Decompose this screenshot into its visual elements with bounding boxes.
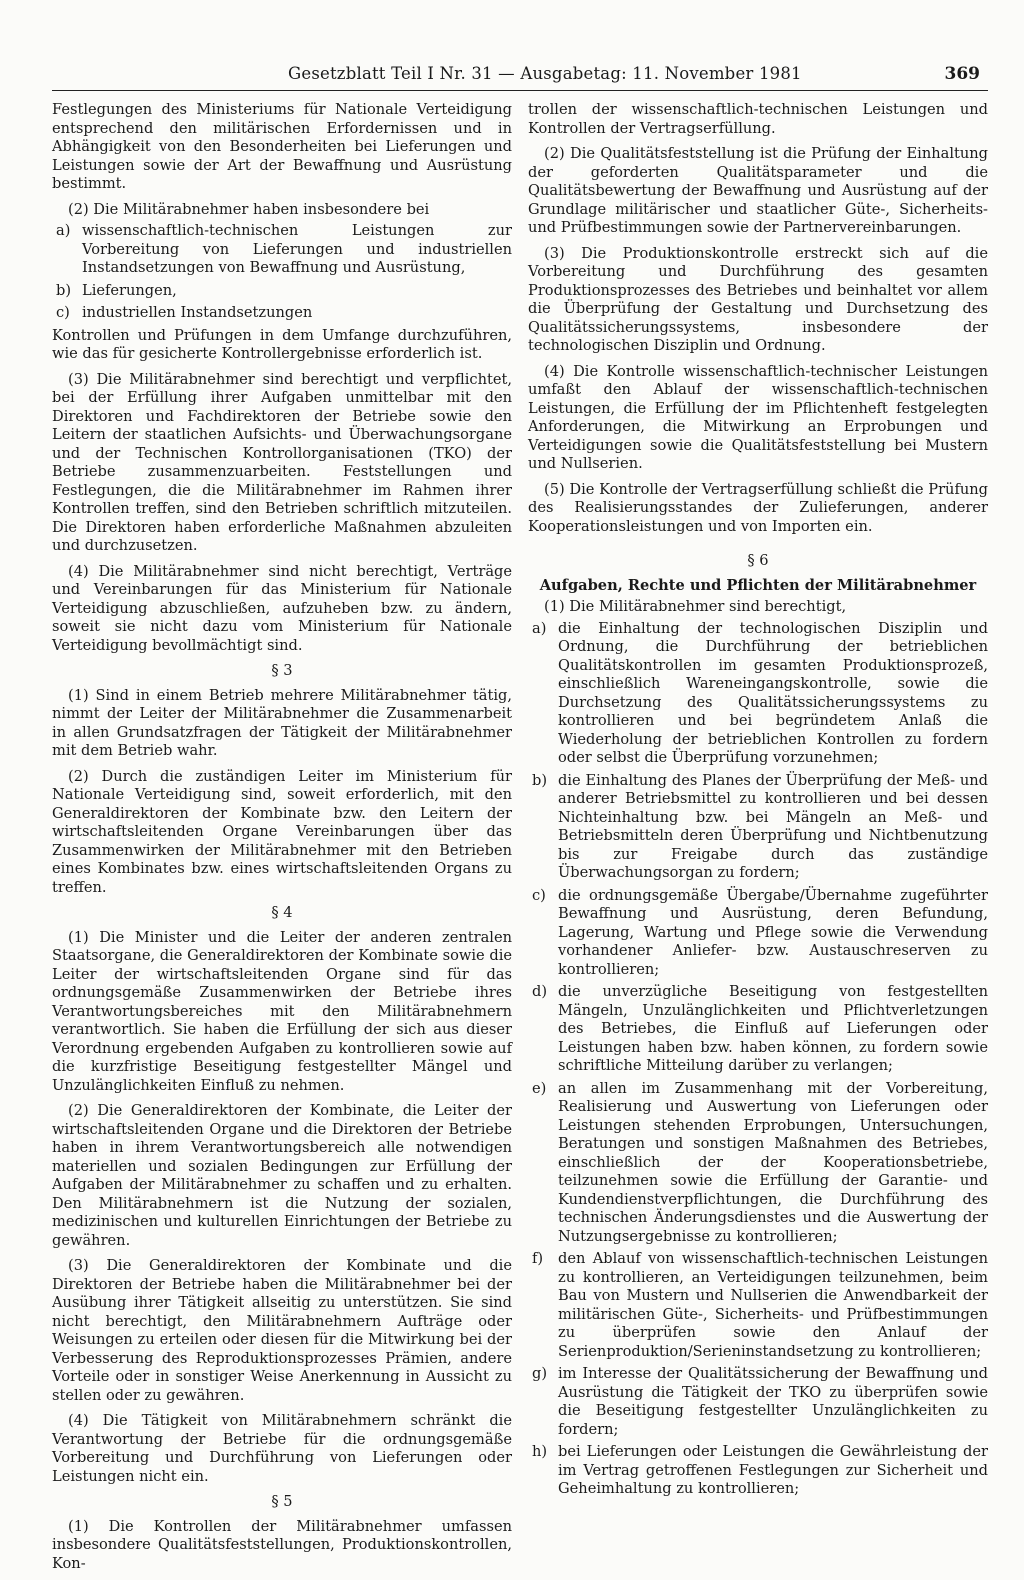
item-text: bei Lieferungen oder Leistungen die Gewährleistung der im Vertrag getroffenen Festlegungen zur Sicherheit und Geheimhaltung zu kontrollieren;: [558, 1443, 988, 1497]
list-item: [528, 772, 988, 883]
item-text: im Interesse der Qualitätssicherung der Bewaffnung und Ausrüstung die Tätigkeit der TKO zu überprüfen sowie die Beseitigung festgestellter Unzulänglichkeiten zu fordern;: [558, 1365, 988, 1438]
item-text: die unverzügliche Beseitigung von festgestellten Mängeln, Unzulänglichkeiten und Pflichtverletzungen des Betriebes, die Einfluß auf Lieferungen oder Leistungen haben bzw. haben können, zu fordern sowie schriftliche Mitteilung darüber zu verlangen;: [558, 983, 988, 1074]
paragraph: (2) Durch die zuständigen Leiter im Ministerium für Nationale Verteidigung sind, soweit erforderlich, mit den Generaldirektoren der Kombinate bzw. den Leitern der wirtschaftsleitenden Organe Vereinbarungen über das Zusammenwirken der Militärabnehmer mit den Betrieben eines Kombinates bzw. eines wirtschaftsleitenden Organs zu treffen.: [52, 767, 512, 896]
paragraph: (3) Die Militärabnehmer sind berechtigt und verpflichtet, bei der Erfüllung ihrer Aufgaben unmittelbar mit den Direktoren und Fachdirektoren der Betriebe sowie den Leitern der staatlichen Aufsichts- und Überwachungsorgane und der Technischen Kontrollorganisationen (TKO) der Betriebe zusammenzuarbeiten. Feststellungen und Festlegungen, die die Militärabnehmer im Rahmen ihrer Kontrollen treffen, sind den Betrieben schriftlich mitzuteilen. Die Direktoren haben erforderliche Maßnahmen abzuleiten und durchzusetzen.: [52, 370, 512, 554]
item-label: a): [532, 619, 547, 637]
item-label: g): [532, 1365, 548, 1382]
section-heading: § 6: [747, 552, 769, 569]
item-text: industriellen Instandsetzungen: [82, 304, 313, 321]
item-label: c): [56, 304, 70, 321]
item-label: f): [532, 1250, 544, 1267]
paragraph: (4) Die Kontrolle wissenschaftlich-technischer Leistungen umfaßt den Ablauf der wissenschaftlich-technischen Leistungen, die Erfüllung der im Pflichtenheft festgelegten Anforderungen, die Mitwirkung an Erprobungen und Verteidigungen sowie die Qualitätsfeststellung bei Mustern und Nullserien.: [528, 362, 988, 472]
page-header: [52, 60, 988, 91]
gazette-title: Gesetzblatt Teil I Nr. 31 — Ausgabetag: 11. November 1981: [288, 64, 802, 83]
item-text: Lieferungen,: [82, 281, 177, 299]
paragraph: (1) Die Minister und die Leiter der anderen zentralen Staatsorgane, die Generaldirektoren der Kombinate sowie die Leiter der wirtschaftsleitenden Organe sind für das ordnungsgemäße Zusammenwirken der Betriebe ihres Verantwortungsbereiches mit den Militärabnehmern verantwortlich. Sie haben die Erfüllung der sich aus dieser Verordnung ergebenden Aufgaben zu kontrollieren sowie auf die kurzfristige Beseitigung festgestellter Mängel und Unzulänglichkeiten Einfluß zu nehmen.: [52, 928, 512, 1094]
section-heading: § 5: [271, 1493, 293, 1510]
item-label: c): [532, 886, 546, 904]
item-text: die ordnungsgemäße Übergabe/Übernahme zugeführter Bewaffnung und Ausrüstung, deren Befundung, Lagerung, Wartung und Pflege sowie die Verwendung vorhandener Anliefer- bzw. Austauschreserven zu kontrollieren;: [558, 886, 988, 978]
item-text: wissenschaftlich-technischen Leistungen zur Vorbereitung von Lieferungen und industriellen Instandsetzungen von Bewaffnung und Ausrüstung,: [82, 222, 512, 276]
list: [528, 620, 988, 1499]
list-item: [528, 1365, 988, 1439]
section-heading: § 4: [271, 904, 293, 921]
left-column: [52, 101, 512, 1580]
paragraph: (2) Die Qualitätsfeststellung ist die Prüfung der Einhaltung der geforderten Qualitätsparameter und die Qualitätsbewertung der Bewaffnung und Ausrüstung auf der Grundlage militärischer und staatlicher Güte-, Sicherheits- und Prüfbestimmungen sowie der Partnervereinbarungen.: [528, 145, 988, 236]
paragraph: trollen der wissenschaftlich-technischen Leistungen und Kontrollen der Vertragserfüllung.: [528, 101, 988, 137]
paragraph: Kontrollen und Prüfungen in dem Umfange durchzuführen, wie das für gesicherte Kontrollergebnisse erforderlich ist.: [52, 326, 512, 362]
paragraph: (1) Die Militärabnehmer sind berechtigt,: [544, 598, 847, 615]
paragraph: (2) Die Militärabnehmer haben insbesondere bei: [68, 200, 430, 218]
list-item: [52, 304, 512, 323]
right-column: [528, 101, 988, 1580]
text-columns: [52, 101, 988, 1580]
paragraph: (1) Die Kontrollen der Militärabnehmer umfassen insbesondere Qualitätsfeststellungen, Produktionskontrollen, Kon-: [52, 1517, 512, 1572]
paragraph: (3) Die Generaldirektoren der Kombinate und die Direktoren der Betriebe haben die Militärabnehmer bei der Ausübung ihrer Tätigkeit allseitig zu unterstützen. Sie sind nicht berechtigt, den Militärabnehmern Aufträge oder Weisungen zu erteilen oder diesen für die Mitwirkung bei der Verbesserung des Reproduktionsprozesses Prämien, andere Vorteile oder in sonstiger Weise Anerkennung in Aussicht zu stellen oder zu gewähren.: [52, 1257, 512, 1404]
paragraph: (4) Die Tätigkeit von Militärabnehmern schränkt die Verantwortung der Betriebe für die ordnungsgemäße Vorbereitung und Durchführung von Lieferungen oder Leistungen nicht ein.: [52, 1412, 512, 1485]
list-item: [52, 222, 512, 278]
list: [52, 222, 512, 323]
paragraph: (1) Sind in einem Betrieb mehrere Militärabnehmer tätig, nimmt der Leiter der Militärabnehmer die Zusammenarbeit in allen Grundsatzfragen der Tätigkeit der Militärabnehmer mit dem Betrieb wahr.: [52, 686, 512, 759]
item-label: e): [532, 1079, 547, 1097]
paragraph: Festlegungen des Ministeriums für Nationale Verteidigung entsprechend den militärischen Erfordernissen und in Abhängigkeit von den Besonderheiten bei Lieferungen und Leistungen sowie der Art der Bewaffnung und Ausrüstung bestimmt.: [52, 101, 512, 192]
list-item: [528, 1250, 988, 1361]
list-item: [528, 983, 988, 1076]
list-item: [52, 282, 512, 301]
item-label: d): [532, 983, 548, 1000]
list-item: [528, 620, 988, 768]
item-label: b): [56, 281, 72, 299]
item-text: die Einhaltung des Planes der Überprüfung der Meß- und anderer Betriebsmittel zu kontrollieren und bei dessen Nichteinhaltung bzw. bei Mängeln an Meß- und Betriebsmitteln deren Überprüfung und Nichtbenutzung bis zur Freigabe durch das zuständige Überwachungsorgan zu fordern;: [558, 771, 988, 881]
item-text: den Ablauf von wissenschaftlich-technischen Leistungen zu kontrollieren, an Verteidigungen teilzunehmen, beim Bau von Mustern und Nullserien die Anwendbarkeit der militärischen Güte-, Sicherheits- und Prüfbestimmungen zu überprüfen sowie den Anlauf der Serienproduktion/Serieninstandsetzung zu kontrollieren;: [558, 1250, 988, 1360]
paragraph: (4) Die Militärabnehmer sind nicht berechtigt, Verträge und Vereinbarungen für das Ministerium für Nationale Verteidigung abzuschließen, aufzuheben bzw. zu ändern, soweit sie nicht dazu vom Ministerium für Nationale Verteidigung bevollmächtigt sind.: [52, 562, 512, 654]
list-item: [528, 1080, 988, 1247]
paragraph: (5) Die Kontrolle der Vertragserfüllung schließt die Prüfung des Realisierungsstandes der Zulieferungen, anderer Kooperationsleistungen und von Importen ein.: [528, 480, 988, 535]
section-heading: § 3: [271, 662, 293, 679]
list-item: [528, 887, 988, 980]
page-number: 369: [944, 64, 980, 84]
paragraph: (3) Die Produktionskontrolle erstreckt sich auf die Vorbereitung und Durchführung des gesamten Produktionsprozesses des Betriebes und beinhaltet vor allem die Überprüfung der Gestaltung und Durchsetzung des Qualitätssicherungssystems, insbesondere der technologischen Disziplin und Ordnung.: [528, 244, 988, 354]
item-text: die Einhaltung der technologischen Disziplin und Ordnung, die Durchführung der betrieblichen Qualitätskontrollen im gesamten Produktionsprozeß, einschließlich Wareneingangskontrolle, sowie die Durchsetzung des Qualitätssicherungssystems zu kontrollieren und bei begründetem Anlaß die Wiederholung der betrieblichen Kontrollen zu fordern oder selbst die Überprüfung vorzunehmen;: [558, 619, 988, 766]
item-label: b): [532, 771, 548, 789]
item-label: h): [532, 1443, 548, 1460]
section-title: Aufgaben, Rechte und Pflichten der Militärabnehmer: [539, 576, 977, 594]
item-text: an allen im Zusammenhang mit der Vorbereitung, Realisierung und Auswertung von Lieferungen oder Leistungen stehenden Erprobungen, Untersuchungen, Beratungen und sonstigen Maßnahmen des Betriebes, einschließlich der der Kooperationsbetriebe, teilzunehmen sowie die Erfüllung der Garantie- und Kundendienstverpflichtungen, die Durchführung des technischen Änderungsdienstes und die Auswertung der Nutzungsergebnisse zu kontrollieren;: [558, 1079, 988, 1245]
list-item: [528, 1443, 988, 1499]
paragraph: (2) Die Generaldirektoren der Kombinate, die Leiter der wirtschaftsleitenden Organe und die Direktoren der Betriebe haben in ihrem Verantwortungsbereich alle notwendigen materiellen und sozialen Bedingungen zur Erfüllung der Aufgaben der Militärabnehmer zu schaffen und zu erhalten. Den Militärabnehmern ist die Nutzung der sozialen, medizinischen und kulturellen Einrichtungen der Betriebe zu gewähren.: [52, 1102, 512, 1249]
item-label: a): [56, 222, 71, 239]
